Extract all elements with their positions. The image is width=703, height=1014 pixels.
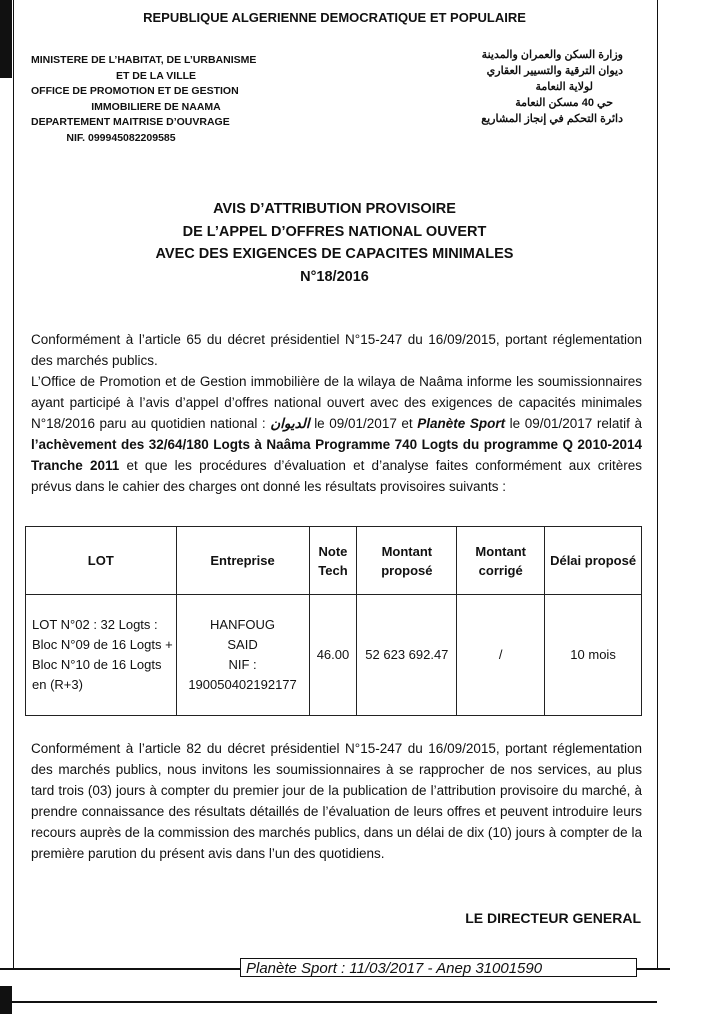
- arabic-line: لولاية النعامة: [535, 81, 593, 93]
- footer-credit: Planète Sport : 11/03/2017 - Anep 31001590: [240, 958, 637, 977]
- notice-title-line: AVEC DES EXIGENCES DE CAPACITES MINIMALES: [155, 246, 514, 262]
- arabic-line: حي 40 مسكن النعامة: [515, 97, 613, 109]
- project-description: l’achèvement des 32/64/180 Logts à Naâma Programme 740 Logts du programme Q 2010-2014 Tranche 2011: [31, 437, 642, 473]
- cell-lot: LOT N°02 : 32 Logts : Bloc N°09 de 16 Logts + Bloc N°10 de 16 Logts en (R+3): [26, 595, 177, 716]
- entreprise-line: NIF :: [228, 657, 257, 672]
- intro-sentence: le 09/01/2017 et: [314, 416, 413, 431]
- cell-entreprise: [176, 595, 309, 716]
- notice-title-line: AVIS D’ATTRIBUTION PROVISOIRE: [213, 201, 456, 217]
- nif-line: NIF. 099945082209585: [66, 131, 176, 144]
- header-note-tech: Note Tech: [309, 527, 357, 595]
- footer: [0, 957, 670, 979]
- bottom-rule: [12, 1001, 657, 1003]
- entreprise-line: HANFOUG: [210, 617, 276, 632]
- header-montant-corrige: Montant corrigé: [457, 527, 545, 595]
- signature: LE DIRECTEUR GENERAL: [465, 910, 641, 926]
- header-right-arabic: [481, 47, 623, 127]
- intro-sentence: L’Office de Promotion et de Gestion immobilière de la wilaya de Naâma informe les soumissionnaires ayant participé à l’avis d’appel d’offres national ouvert avec des exigences de capacités minimales N°18/2016 paru au quotidien national :: [31, 374, 642, 431]
- intro-sentence: le 09/01/2017 relatif à: [509, 416, 642, 431]
- department-line: DEPARTEMENT MAITRISE D’OUVRAGE: [31, 116, 230, 128]
- newspaper-arabic: الديوان: [270, 416, 310, 431]
- cell-montant: 52 623 692.47: [357, 595, 457, 716]
- corner-mark-top: [0, 0, 12, 78]
- ministry-line: ET DE LA VILLE: [115, 69, 197, 82]
- notice-number: N°18/2016: [300, 268, 369, 285]
- header-lot: LOT: [26, 527, 177, 595]
- entreprise-line: 190050402192177: [188, 677, 297, 692]
- notice-title: [13, 198, 656, 288]
- table-header-row: [26, 527, 642, 595]
- footer-rule: [637, 968, 670, 970]
- office-line: IMMOBILIERE DE NAAMA: [91, 100, 221, 113]
- newspaper-name: Planète Sport: [417, 416, 506, 431]
- republic-title: REPUBLIQUE ALGERIENNE DEMOCRATIQUE ET POPULAIRE: [143, 10, 526, 25]
- header-montant-propose: Montant proposé: [357, 527, 457, 595]
- entreprise-line: SAID: [227, 637, 258, 652]
- footer-rule: [0, 968, 240, 970]
- intro-sentence: et que les procédures d’évaluation et d’analyse faites conformément aux critères prévus dans le cahier des charges ont donné les résultats provisoires suivants :: [31, 458, 642, 494]
- ministry-line: MINISTERE DE L’HABITAT, DE L’URBANISME: [31, 54, 257, 66]
- arabic-line: ديوان الترقية والتسيير العقاري: [486, 65, 623, 77]
- closing-paragraph: Conformément à l’article 82 du décret présidentiel N°15-247 du 16/09/2015, portant réglementation des marchés publics, nous invitons les soumissionnaires à se rapprocher de nos services, au plus tard trois (03) jours à compter du premier jour de la publication de l’attribution provisoire du marché, à prendre connaissance des résultats détaillés de l’évaluation de leurs offres et peuvent introduire leurs recours auprès de la commission des marchés publics, dans un délai de dix (10) jours à compter de la première parution du présent avis dans l’un des quotidiens.: [31, 741, 642, 861]
- header-left: [31, 53, 281, 146]
- arabic-line: وزارة السكن والعمران والمدينة: [481, 49, 623, 61]
- arabic-line: دائرة التحكم في إنجاز المشاريع: [481, 113, 623, 125]
- cell-corrige: /: [457, 595, 545, 716]
- table-row: [26, 595, 642, 716]
- notice-title-line: DE L’APPEL D’OFFRES NATIONAL OUVERT: [182, 223, 487, 240]
- results-table: [25, 526, 642, 716]
- office-line: OFFICE DE PROMOTION ET DE GESTION: [31, 85, 239, 97]
- header-delai: Délai proposé: [545, 527, 642, 595]
- cell-delai: 10 mois: [545, 595, 642, 716]
- cell-note: 46.00: [309, 595, 357, 716]
- header-entreprise: Entreprise: [176, 527, 309, 595]
- corner-mark-bottom: [0, 986, 12, 1014]
- intro-sentence: Conformément à l’article 65 du décret présidentiel N°15-247 du 16/09/2015, portant réglementation des marchés publics.: [31, 332, 642, 368]
- intro-paragraph: [31, 329, 642, 497]
